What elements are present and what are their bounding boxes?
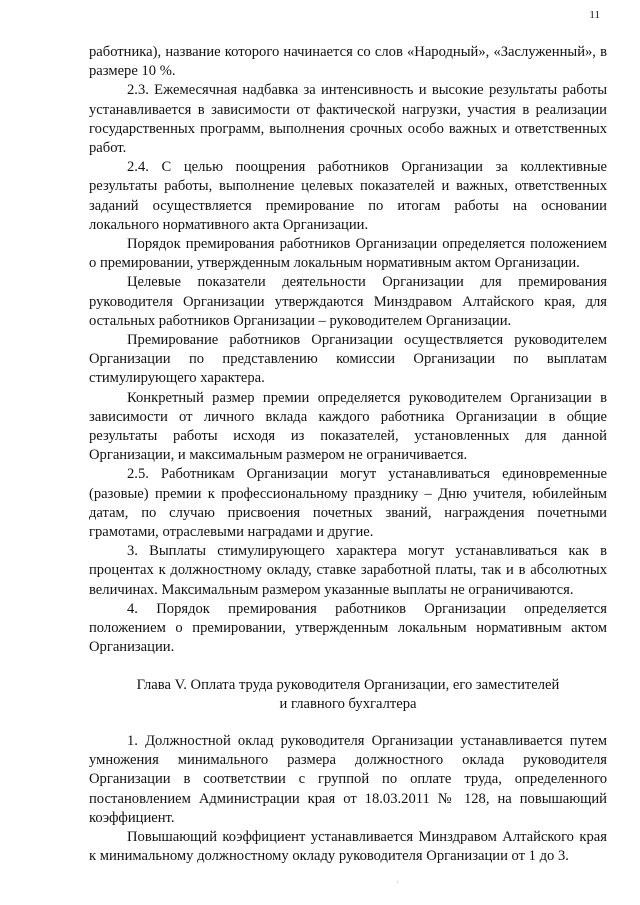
paragraph: Целевые показатели деятельности Организации для премирования руководителя Организации утверждаются Минздравом Алтайского края, для остальных работников Организации – руководителем Организации. (89, 274, 607, 329)
chapter-title (89, 676, 607, 714)
chapter-title-line-1: Глава V. Оплата труда руководителя Организации, его заместителей (136, 676, 560, 693)
paragraph: 1. Должностной оклад руководителя Организации устанавливается путем умножения минимального размера должностного оклада руководителя Организации в соответствии с группой по оплате труда, определенного постановлением Администрации края от 18.03.2011 № 128, на повышающий коэффициент. (89, 732, 607, 826)
paragraph: 2.3. Ежемесячная надбавка за интенсивность и высокие результаты работы устанавливается в зависимости от фактической нагрузки, участия в реализации государственных программ, выполнения срочных особо важных и ответственных работ. (89, 82, 607, 157)
paragraph: 4. Порядок премирования работников Организации определяется положением о премировании, утвержденным локальным нормативным актом Организации. (89, 600, 607, 656)
footer-mark: · (396, 878, 399, 887)
paragraph: 2.4. С целью поощрения работников Организации за коллективные результаты работы, выполнение целевых показателей и важных, ответственных заданий осуществляется премирование по итогам работы на основании локального нормативного акта Организации. (89, 159, 607, 233)
paragraph: Порядок премирования работников Организации определяется положением о премировании, утвержденным локальным нормативным актом Организации. (89, 236, 607, 272)
paragraph: Повышающий коэффициент устанавливается Минздравом Алтайского края к минимальному должностному окладу руководителя Организации от 1 до 3. (89, 828, 607, 865)
paragraph: Премирование работников Организации осуществляется руководителем Организации по представлению комиссии Организации по выплатам стимулирующего характера. (89, 332, 607, 387)
body-text (89, 43, 607, 866)
page-number: 11 (589, 9, 600, 21)
paragraph: работника), название которого начинается со слов «Народный», «Заслуженный», в размере 10 %. (89, 44, 607, 80)
paragraph: Конкретный размер премии определяется руководителем Организации в зависимости от личного вклада каждого работника Организации в общие результаты работы исходя из показателей, установленных для данной Организации, и максимальным размером не ограничивается. (89, 389, 607, 464)
paragraph: 2.5. Работникам Организации могут устанавливаться единовременные (разовые) премии к профессиональному празднику – Дню учителя, юбилейным датам, по случаю присвоения почетных званий, награждения почетными грамотами, отраслевыми наградами и другие. (89, 466, 607, 541)
chapter-title-line-2: и главного бухгалтера (279, 695, 417, 712)
paragraph: 3. Выплаты стимулирующего характера могут устанавливаться как в процентах к должностному окладу, ставке заработной платы, так и в абсолютных величинах. Максимальным размером указанные выплаты не ограничиваются. (89, 543, 607, 598)
